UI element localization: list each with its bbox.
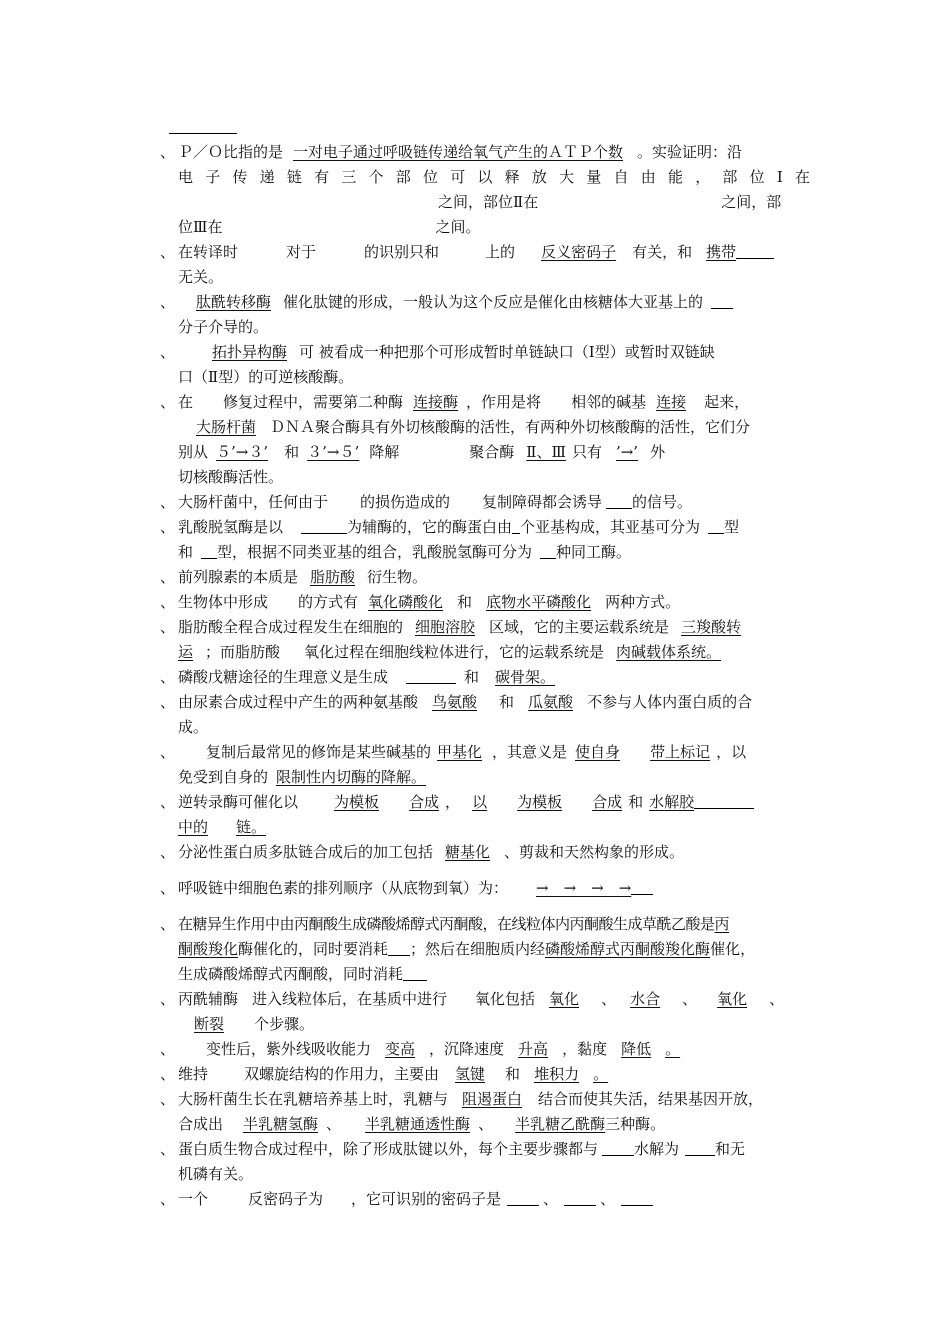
answer: 半乳糖氢酶 (243, 1115, 319, 1133)
answer: 携带 (706, 243, 737, 261)
answer: 磷酸烯醇式丙酮酸羧化酶 (545, 940, 711, 958)
answer: ’→’ (615, 443, 639, 461)
question-20: 、 维持 双螺旋结构的作用力，主要由 氢键 和 堆积力 。 (160, 1065, 609, 1083)
question-13: 、 复制后最常见的修饰是某些碱基的 甲基化 ，其意义是 使自身 带上标记 ，以 免受到自身的 限制性内切酶的降解。 (160, 743, 747, 786)
answer: 肽酰转移酶 (196, 293, 272, 311)
question-10: 、 脂肪酸全程合成过程发生在细胞的 细胞溶胶 区域，它的主要运载系统是 三羧酸转 运 ；而脂肪酸 氧化过程在细胞线粒体进行，它的运载系统是 肉碱载体系统。 (160, 618, 742, 661)
question-14: 、 逆转录酶可催化以 为模板 合成 ， 以 为模板 合成 和 水解胶 中的 链。 (158, 790, 810, 840)
question-11: 、 磷酸戊糖途径的生理意义是生成 和 碳骨架。 (160, 668, 556, 686)
question-1: 、 Ｐ／Ｏ比指的是 一对电子通过呼吸链传递给氧气产生的ＡＴＰ个数 。实验证明：沿 电 子 传 递 链 有 三 个 部 位 可 以 释 放 大 量 自 由 能 ， 部 位 Ⅰ 在 之间，部位Ⅱ在 之间，部 位Ⅲ在 之间。 (158, 140, 810, 240)
answer: Ⅱ、Ⅲ (526, 443, 566, 461)
question-list (158, 140, 810, 1212)
answer: 阻遏蛋白 (462, 1090, 523, 1108)
answer: 脂肪酸 (310, 568, 356, 586)
answer: 拓扑异构酶 (212, 343, 288, 361)
question-5: 、 在 修复过程中，需要第二种酶 连接酶 ，作用是将 相邻的碱基 连接 起来， 大肠杆菌 ＤＮＡ聚合酶具有外切核酸酶的活性，有两种外切核酸酶的活性，它们分 别从 ５’→３’ 和 ３’→５’ 降解 聚合酶 Ⅱ、Ⅲ 只有 ’→’ 外 切核酸酶活性。 (160, 393, 751, 486)
answer: 反义密码子 (541, 243, 617, 261)
question-16: 、 呼吸链中细胞色素的排列顺序（从底物到氧）为： → → → → (158, 876, 810, 901)
answer: 水合 (630, 990, 661, 1008)
answer: 瓜氨酸 (528, 693, 574, 711)
question-17: 、 在糖异生作用中由丙酮酸生成磷酸烯醇式丙酮酸，在线粒体内丙酮酸生成草酰乙酸是丙 酮酸羧化酶催化的，同时要消耗 ；然后在细胞质内经磷酸烯醇式丙酮酸羧化酶催化， 生成磷酸烯醇式丙酮酸，同时消耗 (160, 915, 756, 983)
answer: 断裂 (194, 1015, 225, 1033)
question-15: 、 分泌性蛋白质多肽链合成后的加工包括 糖基化 、剪裁和天然构象的形成。 (160, 843, 685, 861)
answer: 氧化 (549, 990, 580, 1008)
answer: 糖基化 (445, 843, 491, 861)
question-18: 、 丙酰辅酶 进入线粒体后，在基质中进行 氧化包括 氧化 、 水合 、 氧化 、 断裂 个步骤。 (160, 990, 785, 1033)
answer: 连接酶 (413, 393, 459, 411)
answer: 变高 (385, 1040, 416, 1058)
answer: 三羧酸转 (681, 618, 742, 636)
answer: 使自身 (575, 743, 621, 761)
answer: 细胞溶胶 (415, 618, 476, 636)
answer: 肉碱载体系统。 (616, 643, 722, 661)
question-2: 、 在转译时 对于 的识别只和 上的 反义密码子 有关，和 携带 无关。 (158, 240, 810, 290)
answer: 堆积力 (534, 1065, 580, 1083)
question-7: 、 乳酸脱氢酶是以 为辅酶的，它的酶蛋白由 个亚基构成，其亚基可分为 型 和 型，根据不同类亚基的组合，乳酸脱氢酶可分为 种同工酶。 (160, 518, 740, 561)
answer: ５’→３’ (216, 443, 269, 461)
answer: 酮酸羧化 (178, 940, 239, 958)
answer: 半乳糖通透性酶 (365, 1115, 471, 1133)
answer: → → → → (536, 879, 632, 897)
question-21: 、 大肠杆菌生长在乳糖培养基上时，乳糖与 阻遏蛋白 结合而使其失活，结果基因开放， 合成出 半乳糖氢酶 、 半乳糖通透性酶 、 半乳糖乙酰酶三种酶。 (160, 1090, 764, 1133)
answer: 丙 (714, 915, 730, 933)
answer: ３’→５’ (307, 443, 360, 461)
answer: 一对电子通过呼吸链传递给氧气产生的ＡＴＰ个数 (293, 143, 624, 161)
answer: 碳骨架。 (495, 668, 556, 686)
answer: 氧化 (717, 990, 748, 1008)
bullet: 、 (160, 143, 176, 161)
question-23: 、 一个 反密码子为 ，它可识别的密码子是 、 、 (158, 1187, 810, 1212)
answer: 半乳糖乙酰酶 (515, 1115, 606, 1133)
question-22: 、 蛋白质生物合成过程中，除了形成肽键以外，每个主要步骤都与 水解为 和无 机磷有关。 (160, 1140, 746, 1183)
answer: 底物水平磷酸化 (486, 593, 592, 611)
question-9: 、 生物体中形成 的方式有 氧化磷酸化 和 底物水平磷酸化 两种方式。 (160, 593, 681, 611)
question-12: 、 由尿素合成过程中产生的两种氨基酸 鸟氨酸 和 瓜氨酸 不参与人体内蛋白质的合 成。 (160, 693, 753, 736)
answer: 降低 (621, 1040, 652, 1058)
answer: 连接 (656, 393, 687, 411)
question-3: 、 肽酰转移酶 催化肽键的形成，一般认为这个反应是催化由核糖体大亚基上的 分子介导的。 (158, 290, 810, 340)
answer: 大肠杆菌 (196, 418, 257, 436)
header-rule (169, 133, 237, 134)
answer: 限制性内切酶的降解。 (276, 768, 427, 786)
answer: 氧化磷酸化 (368, 593, 444, 611)
answer: 升高 (518, 1040, 549, 1058)
answer: 氢键 (455, 1065, 486, 1083)
answer: 鸟氨酸 (432, 693, 478, 711)
question-4: 、 拓扑异构酶 可 被看成一种把那个可形成暂时单链缺口（Ⅰ型）或暂时双链缺 口（Ⅱ型）的可逆核酸酶。 (160, 343, 715, 386)
question-19: 、 变性后，紫外线吸收能力 变高 ，沉降速度 升高 ，黏度 降低 。 (160, 1040, 681, 1058)
question-8: 、 前列腺素的本质是 脂肪酸 衍生物。 (160, 568, 428, 586)
question-6: 、 大肠杆菌中，任何由于 的损伤造成的 复制障碍都会诱导 的信号。 (160, 493, 693, 511)
answer: 甲基化 (437, 743, 483, 761)
